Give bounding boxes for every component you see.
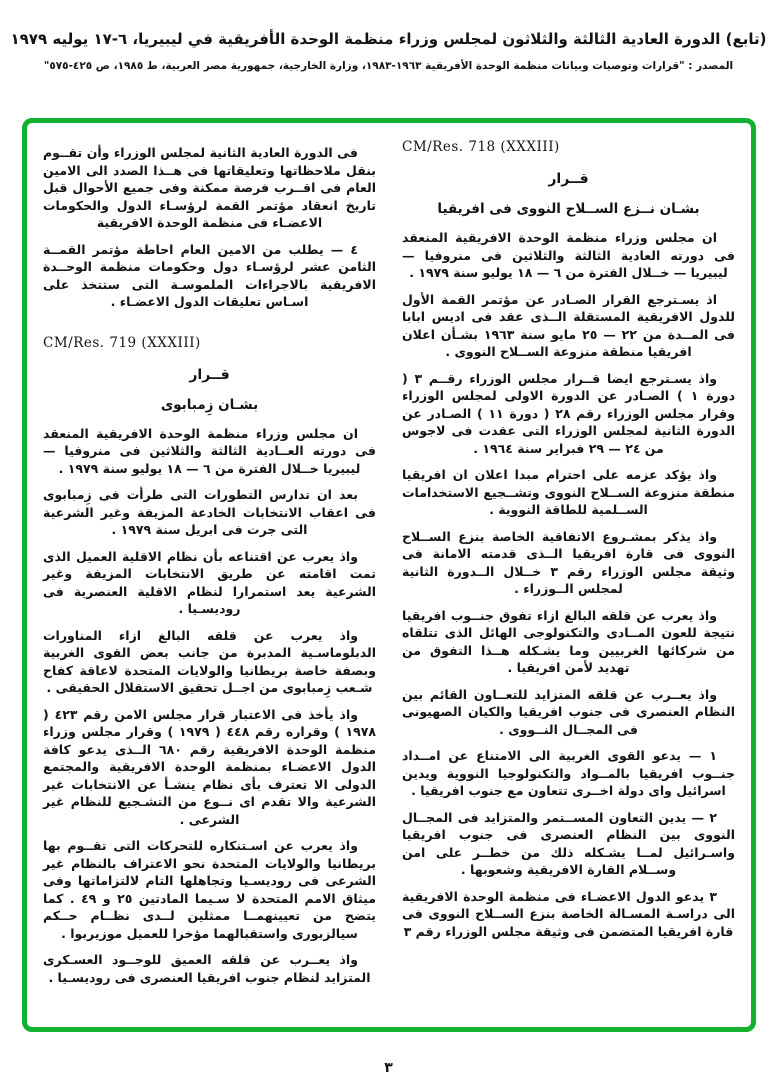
- numbered-item-2: ٢ — يدين التعاون المســتمر والمتزايد فى المجــال النووى بين النظام العنصرى فى جنوب افريقيا واسـرائيل لمــا يشـكله ذلك من خطــر على امن وســلام القارة الافريقية وشعوبها .: [402, 809, 735, 877]
- resolution-719-number: CM/Res. 719 (XXXIII): [43, 334, 201, 351]
- numbered-item-4: ٤ — يطلب من الامين العام احاطة مؤتمر القمــة الثامن عشر لرؤسـاء دول وحكومات منظمة الوحــدة الافريقية بالاجراءات الملموسـة التى ستتخذ على اسـاس تعليقات الدول الاعضـاء .: [43, 241, 376, 309]
- resolution-718-subtitle: بشـان نــزع الســلاح النووى فى افريقيا: [437, 201, 700, 217]
- paragraph: اذ يسـترجع القرار الصـادر عن مؤتمر القمة الأول للدول الافريقية المستقلة الــذى عقد فى اديس ابابا فى المــدة من ٢٢ — ٢٥ مايو سنة ١٩٦٣ بشـأن اعلان افريقيا منطقة منزوعة الســلاح النووى .: [402, 291, 735, 359]
- paragraph: واذ يعــرب عن قلقه المتزايد للتعــاون القائم بين النظام العنصرى فى جنوب افريقيا والكيان الصهيونى فى المجــال النــووى .: [402, 686, 735, 737]
- resolution-718-title: قــرار: [548, 171, 589, 187]
- paragraph: ان مجلس وزراء منظمة الوحدة الافريقية المنعقد فى دورته العــادية الثالثة والثلاثين فى منروفيا — ليبيريا خــلال الفترة من ٦ — ١٨ يوليو سنة ١٩٧٩ .: [43, 425, 376, 476]
- paragraph: واذ يؤكد عزمه على احترام مبدا اعلان ان افريقيا منطقة منزوعة الســلاح النووى وتشــجيع الاستخدامات الســلمية للطاقة النووية .: [402, 467, 735, 517]
- paragraph: ان مجلس وزراء منظمة الوحدة الافريقية المنعقد فى دورته العادية الثالثة والثلاثين فى منروفيا — ليبيريا — خــلال الفترة من ٦ — ١٨ يوليو سنة ١٩٧٩ .: [402, 230, 735, 280]
- numbered-item-1: ١ — يدعو القوى الغربية الى الامتناع عن امــداد جنــوب افريقيا بالمــواد والتكنولوجيا النووية ويدين اسرائيل واى دولة اخــرى تتعاون مع جنوب افريقيا .: [402, 748, 735, 798]
- paragraph: واذ يسـترجع ايضا قــرار مجلس الوزراء رقــم ٣ ( دورة ١ ) الصـادر عن الدورة الاولى لمجلس الوزراء وقرار مجلس الوزراء رقم ٢٨ ( دورة ١١ ) الصـادر عن الدورة الثانية لمجلس الوزراء التى عقدت فى لاجوس من ٢٤ — ٢٩ فبراير سنة ١٩٦٤ .: [402, 370, 735, 456]
- resolution-719-title: قــرار: [189, 366, 230, 383]
- paragraph: واذ يأخذ فى الاعتبار قرار مجلس الامن رقم ٤٢٣ ( ١٩٧٨ ) وقراره رقم ٤٤٨ ( ١٩٧٩ ) وقرار مجلس وزراء منظمة الوحدة الافريقية رقم ٦٨٠ الــذى يدعو كافة الدول الاعضـاء بمنظمة الوحدة الافريقية والمجتمع الدولى الا تعترف بأى نظام ينشـأ عن الانتخابات غير الشرعية والا تقدم اى نــوع من التشـجيع للنظام غير الشرعى .: [43, 706, 376, 827]
- paragraph: واذ يذكر بمشـروع الاتفاقية الخاصة بنزع الســلاح النووى فى قارة افريقيا الــذى قدمته الامانة فى وثيقة مجلس الوزراء رقم ٣ خــلال الــدورة الثانية لمجلس الــوزراء .: [402, 528, 735, 596]
- resolution-719-block: [43, 335, 376, 987]
- page-header: [0, 30, 777, 72]
- paragraph: بعد ان تدارس التطورات التى طرأت فى زِمبابوى فى اعقاب الانتخابات الخادعة المزيفة وغير الشرعية التى جرت فى ابريل سنة ١٩٧٩ .: [43, 487, 376, 537]
- column-right-resolution-718: [402, 135, 735, 1015]
- continuation-paragraph: فى الدورة العادية الثانية لمجلس الوزراء وأن تقــوم بنقل ملاحظاتها وتعليقاتها فى هــذا الصدد الى الامين العام فى اقــرب فرصة ممكنة وفى جميع الأحوال قبل تاريخ انعقاد مؤتمر القمة لرؤسـاء الدول والحكومات الاعضـاء فى منظمة الوحدة الافريقية: [43, 145, 376, 230]
- numbered-item-3: ٣ يدعو الدول الاعضـاء فى منظمة الوحدة الافريقية الى دراسـة المسـالة الخاصة بنزع الســلاح النووى فى قارة افريقيا المتضمن فى وثيقة مجلس الوزراء رقم ٣: [402, 888, 735, 939]
- paragraph: واذ يعرب عن اقتناعه بأن نظام الاقلية العميل الذى تمت اقامته عن طريق الانتخابات المزيفة وغير الشرعية يعد استمرارا لنظام الاقلية العنصرية فى روديسـيا .: [43, 548, 376, 616]
- header-session-title: (تابع) الدورة العادية الثالثة والثلاثون لمجلس وزراء منظمة الوحدة الأفريقية في ليبيريا، ٦-١٧ يوليه ١٩٧٩: [10, 30, 767, 48]
- paragraph: واذ يعرب عن قلقه البالغ ازاء المناورات الدبلوماسـية المدبرة من جانب بعض القوى الغربية وبصفة خاصة بريطانيا والولايات المتحدة لاعاقة كفاح شـعب زِمبابوى من اجــل تحقيق الاستقلال الحقيقى .: [43, 627, 376, 695]
- content-border-box: [22, 118, 756, 1032]
- paragraph: واذ يعرب عن اسـتنكاره للتحركات التى تقــوم بها بريطانيا والولايات المتحدة نحو الاعتراف بالنظام غير الشرعى فى روديسـيا وتجاهلها التام لالتزاماتها وفى ميثاق الامم المتحدة لا سـيما المادتين ٢٥ و ٤٩ . كما يتضح من تعيينهمــا ممثلين لــدى نظــام حــكم سيالزبورى واستقبالهما مؤخرا للعميل موزيربوا .: [43, 838, 376, 941]
- paragraph: واذ يعــرب عن قلقه العميق للوجــود العسـكرى المتزايد لنظام جنوب افريقيا العنصرى فى روديسـيا .: [43, 952, 371, 985]
- column-left: [43, 135, 376, 1015]
- resolution-719-subtitle: بشـان زِمبابوى: [160, 396, 259, 413]
- paragraph: واذ يعرب عن قلقه البالغ ازاء تفوق جنــوب افريقيا نتيجة للعون المــادى والتكنولوجى الهائل الذى تتلقاه من شركائها الغربيين وما يشـكله هــذا التفوق من تهديد لأمن افريقيا .: [402, 607, 735, 675]
- page-number: ٣: [384, 1060, 393, 1076]
- header-source-citation: المصدر : "قرارات وتوصيات وبيانات منظمة الوحدة الأفريقية ١٩٦٣-١٩٨٣، وزارة الخارجية، جمهورية مصر العربية، ط ١٩٨٥، ص ٤٢٥-٥٧٥": [43, 60, 734, 72]
- resolution-718-number: CM/Res. 718 (XXXIII): [402, 139, 560, 155]
